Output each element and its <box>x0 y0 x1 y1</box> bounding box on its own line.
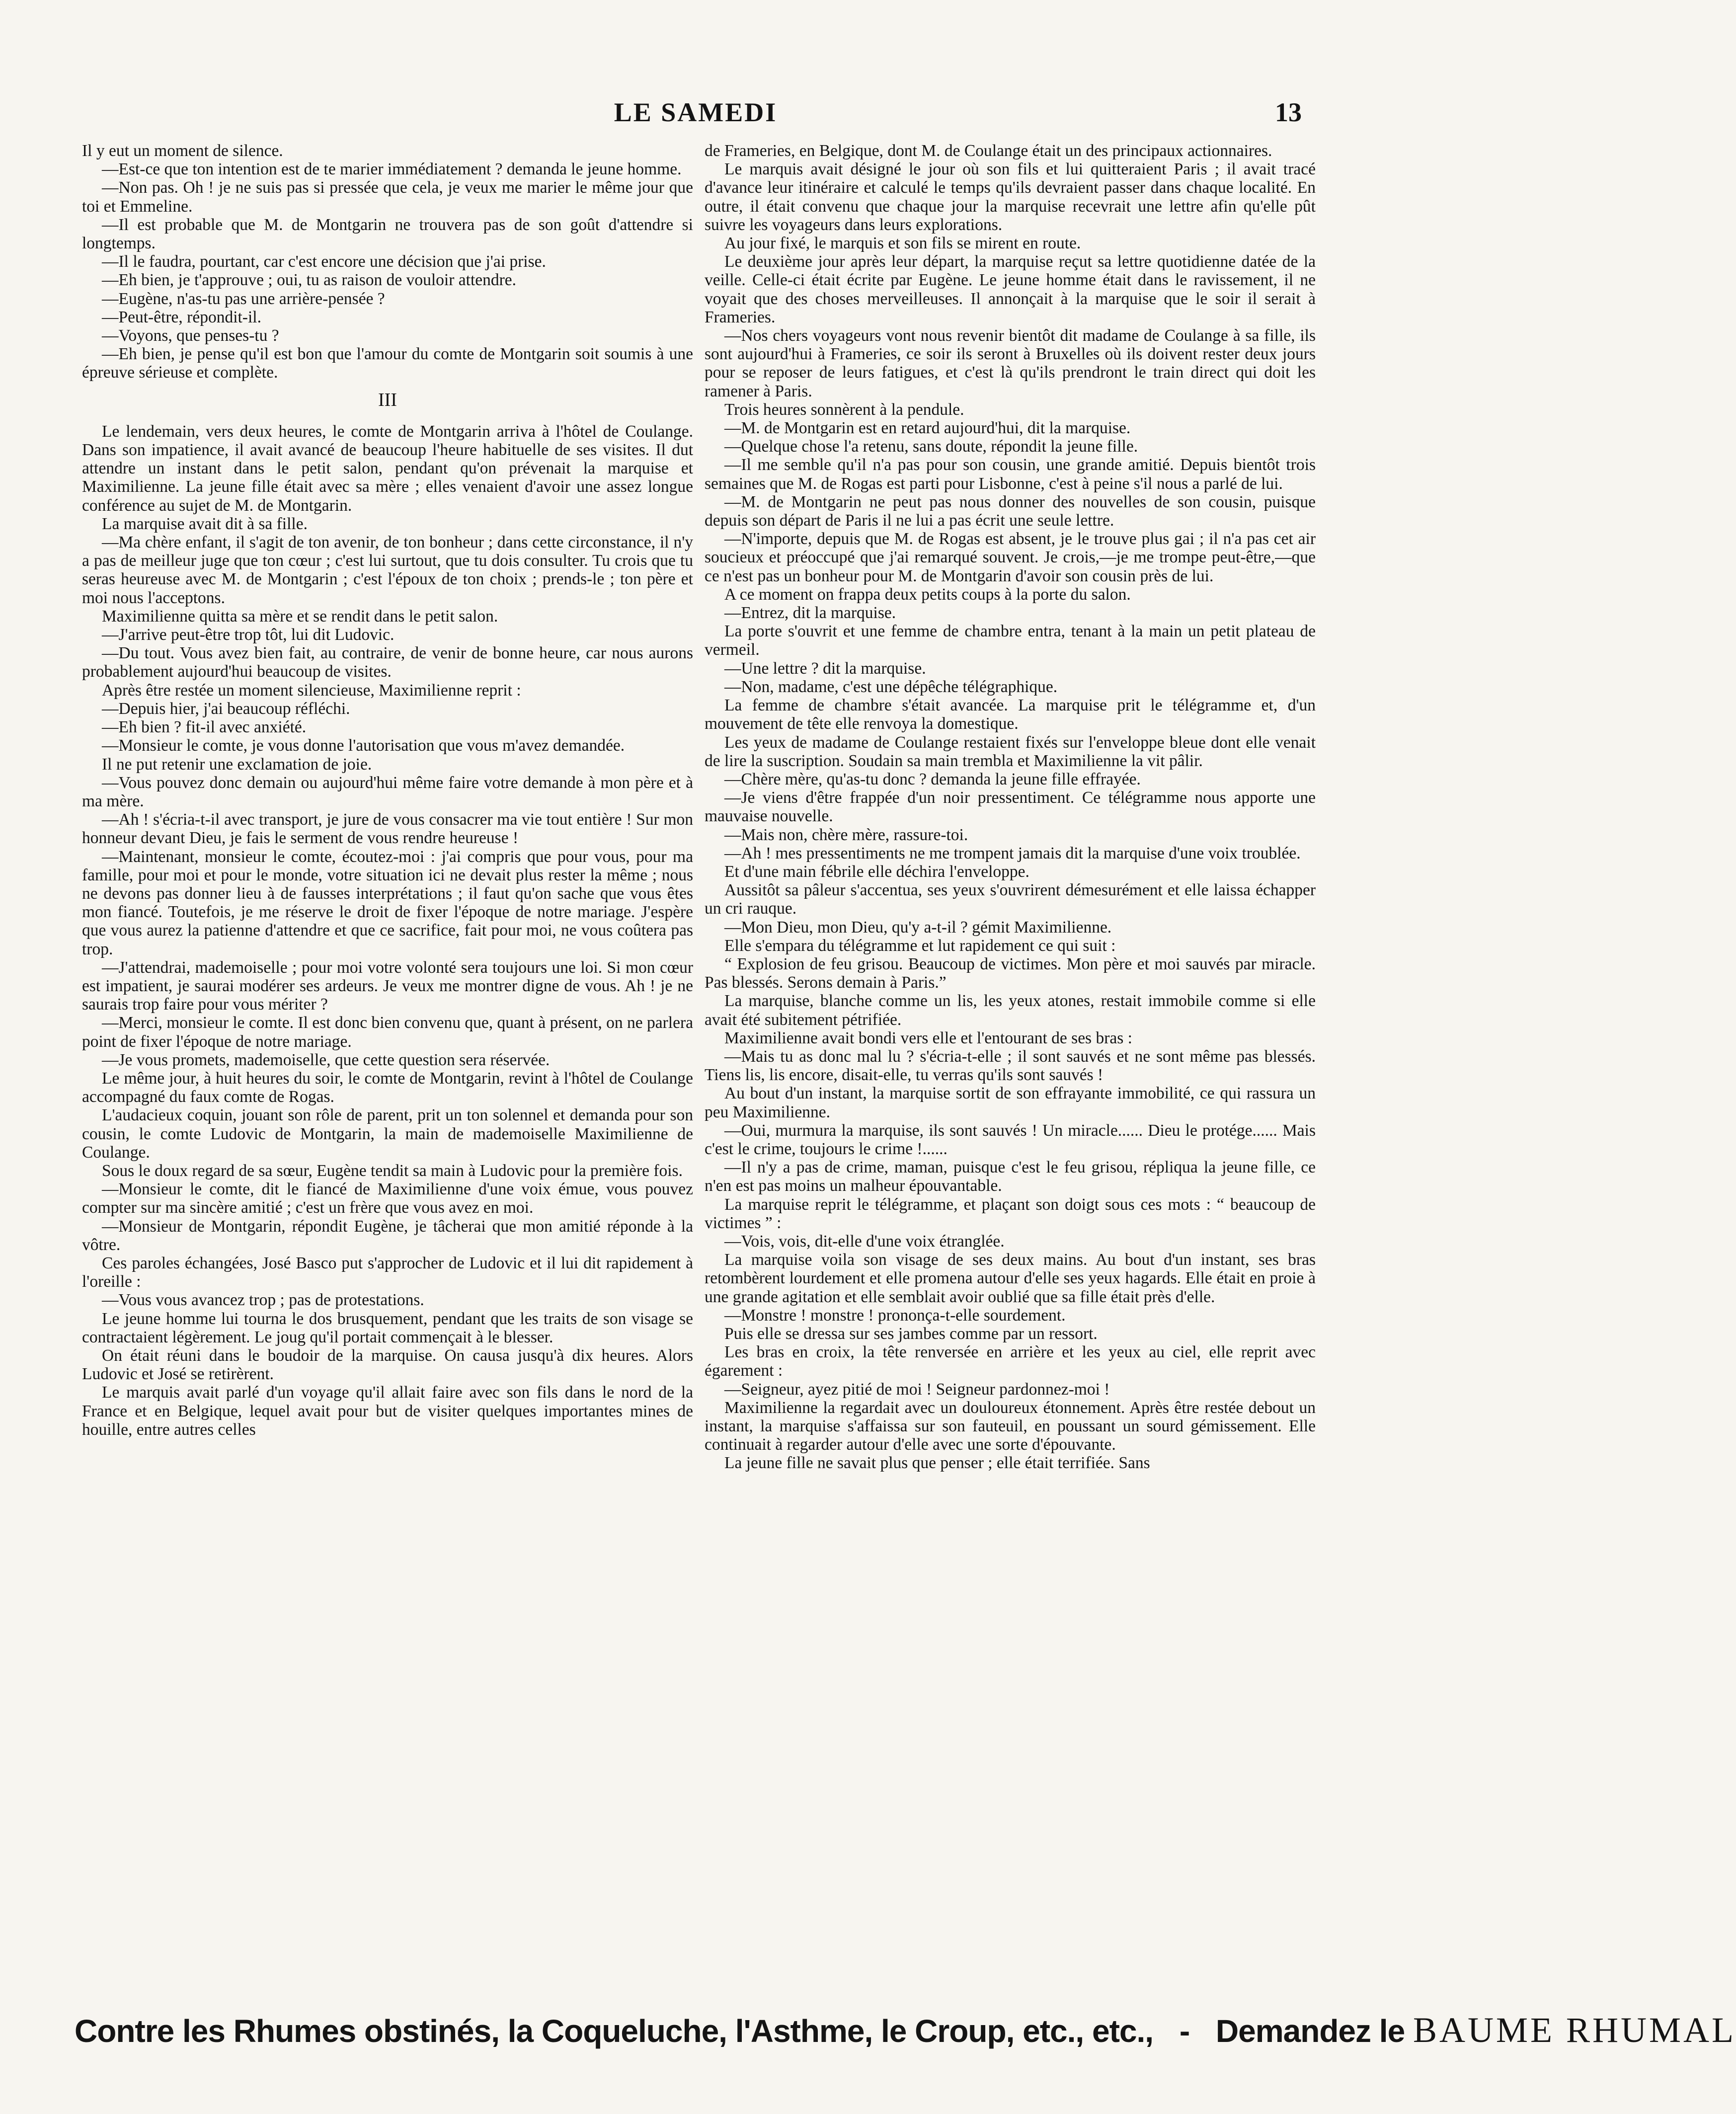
paragraph: —Ah ! s'écria-t-il avec transport, je jure de vous consacrer ma vie tout entière ! Sur mon honneur devant Dieu, je fais le serment de vous rendre heureuse ! <box>82 810 693 848</box>
paragraph: Après être restée un moment silencieuse, Maximilienne reprit : <box>102 681 521 700</box>
paragraph: —Je viens d'être frappée d'un noir pressentiment. Ce télégramme nous apporte une mauvaise nouvelle. <box>705 788 1316 826</box>
paragraph: —J'attendrai, mademoiselle ; pour moi votre volonté sera toujours une loi. Si mon cœur est impatient, je saurai modérer ses ardeurs. Je veux me montrer digne de vous. Ah ! je ne saurais trop faire pour vous mériter ? <box>82 958 693 1014</box>
paragraph: Maximilienne quitta sa mère et se rendit dans le petit salon. <box>102 607 498 626</box>
paragraph: —Maintenant, monsieur le comte, écoutez-moi : j'ai compris que pour vous, pour ma famille, pour moi et pour le monde, votre situation ici ne devait plus rester la même ; nous ne devons pas donner lieu à de fausses interprétations ; il faut qu'on sache que vous êtes mon fiancé. Toutefois, je me réserve le droit de fixer l'époque de notre mariage. J'espère que vous aurez la patienne d'attendre et que ce sacrifice, fait pour moi, ne vous coûtera pas trop. <box>82 847 693 958</box>
right-column <box>705 142 1316 1473</box>
paragraph: Le marquis avait parlé d'un voyage qu'il allait faire avec son fils dans le nord de la France et en Belgique, lequel avait pour but de visiter quelques importantes mines de houille, entre autres celles <box>82 1383 693 1439</box>
paragraph: La porte s'ouvrit et une femme de chambre entra, tenant à la main un petit plateau de vermeil. <box>705 622 1316 659</box>
paragraph: —Ma chère enfant, il s'agit de ton avenir, de ton bonheur ; dans cette circonstance, il n'y a pas de meilleur juge que ton cœur ; c'est lui surtout, que tu dois consulter. Tu crois que tu seras heureuse avec M. de Montgarin ; c'est l'époux de ton choix ; prends-le ; ton père et moi nous l'acceptons. <box>82 533 693 607</box>
paragraph: —Il me semble qu'il n'a pas pour son cousin, une grande amitié. Depuis bientôt trois semaines que M. de Rogas est parti pour Lisbonne, c'est à peine s'il nous a parlé de lui. <box>705 456 1316 493</box>
paragraph: —Voyons, que penses-tu ? <box>102 326 279 345</box>
advertisement-banner <box>75 2010 1736 2051</box>
paragraph: —Monsieur le comte, dit le fiancé de Maximilienne d'une voix émue, vous pouvez compter sur ma sincère amitié ; c'est un frère que vous avez en moi. <box>82 1180 693 1217</box>
paragraph: Au bout d'un instant, la marquise sortit de son effrayante immobilité, ce qui rassura un peu Maximilienne. <box>705 1084 1316 1121</box>
advert-call: Demandez le <box>1215 2013 1405 2049</box>
paragraph: —N'importe, depuis que M. de Rogas est absent, je le trouve plus gai ; il n'a pas cet air soucieux et préoccupé que j'ai remarqué souvent. Je crois,—je me trompe peut-être,—que ce n'est pas un bonheur pour M. de Montgarin d'avoir son cousin près de lui. <box>705 530 1316 585</box>
paragraph: —Monstre ! monstre ! prononça-t-elle sourdement. <box>724 1306 1066 1325</box>
paragraph: —Il le faudra, pourtant, car c'est encore une décision que j'ai prise. <box>102 252 546 271</box>
paragraph: —Peut-être, répondit-il. <box>102 308 261 326</box>
paragraph: Et d'une main fébrile elle déchira l'enveloppe. <box>724 862 1029 881</box>
paragraph: Le jeune homme lui tourna le dos brusquement, pendant que les traits de son visage se contractaient légèrement. Le joug qu'il portait commençait à le blesser. <box>82 1309 693 1346</box>
paragraph: Le marquis avait désigné le jour où son fils et lui quitteraient Paris ; il avait tracé d'avance leur itinéraire et calculé le temps qu'ils devraient passer dans chaque localité. En outre, il était convenu que chaque jour la marquise recevrait une lettre afin qu'elle pût suivre les voyageurs dans leurs explorations. <box>705 160 1316 234</box>
paragraph: Ces paroles échangées, José Basco put s'approcher de Ludovic et il lui dit rapidement à l'oreille : <box>82 1253 693 1291</box>
advert-brand: BAUME RHUMAL <box>1413 2010 1736 2050</box>
paragraph: Maximilienne avait bondi vers elle et l'entourant de ses bras : <box>724 1028 1132 1047</box>
paragraph: —Du tout. Vous avez bien fait, au contraire, de venir de bonne heure, car nous aurons probablement aujourd'hui beaucoup de visites. <box>82 644 693 681</box>
paragraph: —Non, madame, c'est une dépêche télégraphique. <box>724 677 1058 696</box>
paragraph: Le deuxième jour après leur départ, la marquise reçut sa lettre quotidienne datée de la veille. Celle-ci était écrite par Eugène. Le jeune homme était dans le ravissement, il ne voyait que des choses merveilleuses. Il annonçait à la marquise que le soir il serait à Frameries. <box>705 252 1316 326</box>
paragraph: —Une lettre ? dit la marquise. <box>724 659 926 678</box>
paragraph: —M. de Montgarin est en retard aujourd'hui, dit la marquise. <box>724 419 1131 438</box>
page-header <box>75 97 1317 132</box>
paragraph: L'audacieux coquin, jouant son rôle de parent, prit un ton solennel et demanda pour son cousin, le comte Ludovic de Montgarin, la main de mademoiselle Maximilienne de Coulange. <box>82 1106 693 1162</box>
paragraph: —Il n'y a pas de crime, maman, puisque c'est le feu grisou, répliqua la jeune fille, ce n'en est pas moins un malheur épouvantable. <box>705 1158 1316 1195</box>
paragraph: —Mon Dieu, mon Dieu, qu'y a-t-il ? gémit Maximilienne. <box>724 918 1112 937</box>
paragraph: Puis elle se dressa sur ses jambes comme par un ressort. <box>724 1325 1098 1343</box>
paragraph: —Mais tu as donc mal lu ? s'écria-t-elle ; il sont sauvés et ne sont même pas blessés. Tiens lis, lis encore, disait-elle, tu verras qu'ils sont sauvés ! <box>705 1047 1316 1085</box>
paragraph: —Oui, murmura la marquise, ils sont sauvés ! Un miracle...... Dieu le protége...... Mais c'est le crime, toujours le crime !...... <box>705 1121 1316 1158</box>
paragraph: —Quelque chose l'a retenu, sans doute, répondit la jeune fille. <box>724 437 1138 456</box>
paragraph: —Eh bien ? fit-il avec anxiété. <box>102 718 307 737</box>
paragraph: —J'arrive peut-être trop tôt, lui dit Ludovic. <box>102 626 395 644</box>
paragraph: —M. de Montgarin ne peut pas nous donner des nouvelles de son cousin, puisque depuis son départ de Paris il ne lui a pas écrit une seule lettre. <box>705 492 1316 530</box>
paragraph: A ce moment on frappa deux petits coups à la porte du salon. <box>724 585 1131 604</box>
paragraph: On était réuni dans le boudoir de la marquise. On causa jusqu'à dix heures. Alors Ludovic et José se retirèrent. <box>82 1346 693 1384</box>
paragraph: —Je vous promets, mademoiselle, que cette question sera réservée. <box>102 1050 550 1069</box>
chapter-heading: III <box>378 389 397 410</box>
paragraph: —Vois, vois, dit-elle d'une voix étranglée. <box>724 1232 1005 1251</box>
paragraph: La marquise avait dit à sa fille. <box>102 514 308 533</box>
paragraph: —Merci, monsieur le comte. Il est donc bien convenu que, quant à présent, on ne parlera point de fixer l'époque de notre mariage. <box>82 1014 693 1051</box>
advert-text: Contre les Rhumes obstinés, la Coqueluche, l'Asthme, le Croup, etc., etc., <box>75 2013 1154 2049</box>
paragraph: La marquise, blanche comme un lis, les yeux atones, restait immobile comme si elle avait été subitement pétrifiée. <box>705 992 1316 1029</box>
paragraph: —Eh bien, je pense qu'il est bon que l'amour du comte de Montgarin soit soumis à une épreuve sérieuse et complète. <box>82 345 693 382</box>
paragraph: de Frameries, en Belgique, dont M. de Coulange était un des principaux actionnaires. <box>705 142 1272 160</box>
paragraph: Le lendemain, vers deux heures, le comte de Montgarin arriva à l'hôtel de Coulange. Dans son impatience, il avait avancé de beaucoup l'heure habituelle de ses visites. Il dut attendre un instant dans le petit salon, pendant qu'on prévenait la marquise et Maximilienne. La jeune fille était avec sa mère ; elles venaient d'avoir une assez longue conférence au sujet de M. de Montgarin. <box>82 422 693 515</box>
newspaper-title: LE SAMEDI <box>614 97 778 127</box>
paragraph: —Entrez, dit la marquise. <box>724 604 896 623</box>
paragraph: Il y eut un moment de silence. <box>82 142 283 160</box>
paragraph: Sous le doux regard de sa sœur, Eugène tendit sa main à Ludovic pour la première fois. <box>102 1161 683 1180</box>
page-number: 13 <box>1275 97 1302 127</box>
paragraph: —Vous vous avancez trop ; pas de protestations. <box>102 1291 424 1310</box>
paragraph: —Chère mère, qu'as-tu donc ? demanda la jeune fille effrayée. <box>724 770 1141 788</box>
paragraph: —Mais non, chère mère, rassure-toi. <box>724 825 968 844</box>
paragraph: Aussitôt sa pâleur s'accentua, ses yeux s'ouvrirent démesurément et elle laissa échapper un cri rauque. <box>705 881 1316 918</box>
paragraph: Le même jour, à huit heures du soir, le comte de Montgarin, revint à l'hôtel de Coulange accompagné du faux comte de Rogas. <box>82 1069 693 1106</box>
paragraph: —Non pas. Oh ! je ne suis pas si pressée que cela, je veux me marier le même jour que toi et Emmeline. <box>82 178 693 216</box>
paragraph: —Monsieur de Montgarin, répondit Eugène, je tâcherai que mon amitié réponde à la vôtre. <box>82 1217 693 1254</box>
paragraph: Maximilienne la regardait avec un douloureux étonnement. Après être restée debout un instant, la marquise s'affaissa sur son fauteuil, en poussant un sourd gémissement. Elle continuait à regarder autour d'elle avec une sorte d'épouvante. <box>705 1398 1316 1454</box>
paragraph: La femme de chambre s'était avancée. La marquise prit le télégramme et, d'un mouvement de tête elle renvoya la domestique. <box>705 696 1316 733</box>
paragraph: —Est-ce que ton intention est de te marier immédiatement ? demanda le jeune homme. <box>102 160 682 179</box>
paragraph: Il ne put retenir une exclamation de joie. <box>102 755 372 774</box>
paragraph: Les yeux de madame de Coulange restaient fixés sur l'enveloppe bleue dont elle venait de lire la suscription. Soudain sa main trembla et Maximilienne la vit pâlir. <box>705 733 1316 770</box>
paragraph: —Depuis hier, j'ai beaucoup réfléchi. <box>102 699 350 718</box>
paragraph: La marquise voila son visage de ses deux mains. Au bout d'un instant, ses bras retombèrent lourdement et elle promena autour d'elle ses yeux hagards. Elle était en proie à une grande agitation et elle semblait avoir oublié que sa fille était près d'elle. <box>705 1251 1316 1306</box>
paragraph: La marquise reprit le télégramme, et plaçant son doigt sous ces mots : “ beaucoup de victimes ” : <box>705 1195 1316 1232</box>
paragraph: —Nos chers voyageurs vont nous revenir bientôt dit madame de Coulange à sa fille, ils sont aujourd'hui à Frameries, ce soir ils seront à Bruxelles où ils doivent rester deux jours pour se reposer de leurs fatigues, et c'est là qu'ils prendront le train direct qui doit les ramener à Paris. <box>705 326 1316 400</box>
paragraph: Elle s'empara du télégramme et lut rapidement ce qui suit : <box>724 936 1116 955</box>
paragraph: Au jour fixé, le marquis et son fils se mirent en route. <box>724 234 1081 253</box>
paragraph: —Eh bien, je t'approuve ; oui, tu as raison de vouloir attendre. <box>102 271 517 290</box>
paragraph: —Eugène, n'as-tu pas une arrière-pensée ? <box>102 289 385 308</box>
paragraph: Les bras en croix, la tête renversée en arrière et les yeux au ciel, elle reprit avec égarement : <box>705 1343 1316 1380</box>
paragraph: —Monsieur le comte, je vous donne l'autorisation que vous m'avez demandée. <box>102 736 625 755</box>
paragraph: —Ah ! mes pressentiments ne me trompent jamais dit la marquise d'une voix troublée. <box>724 844 1301 862</box>
paragraph: Trois heures sonnèrent à la pendule. <box>724 400 964 419</box>
paragraph: La jeune fille ne savait plus que penser ; elle était terrifiée. Sans <box>724 1454 1150 1473</box>
paragraph: “ Explosion de feu grisou. Beaucoup de victimes. Mon père et moi sauvés par miracle. Pas blessés. Serons demain à Paris.” <box>705 954 1316 992</box>
left-column <box>82 142 693 1439</box>
advert-separator: - <box>1179 2013 1190 2049</box>
paragraph: —Vous pouvez donc demain ou aujourd'hui même faire votre demande à mon père et à ma mère. <box>82 773 693 810</box>
paragraph: —Seigneur, ayez pitié de moi ! Seigneur pardonnez-moi ! <box>724 1380 1110 1399</box>
paragraph: —Il est probable que M. de Montgarin ne trouvera pas de son goût d'attendre si longtemps. <box>82 215 693 253</box>
